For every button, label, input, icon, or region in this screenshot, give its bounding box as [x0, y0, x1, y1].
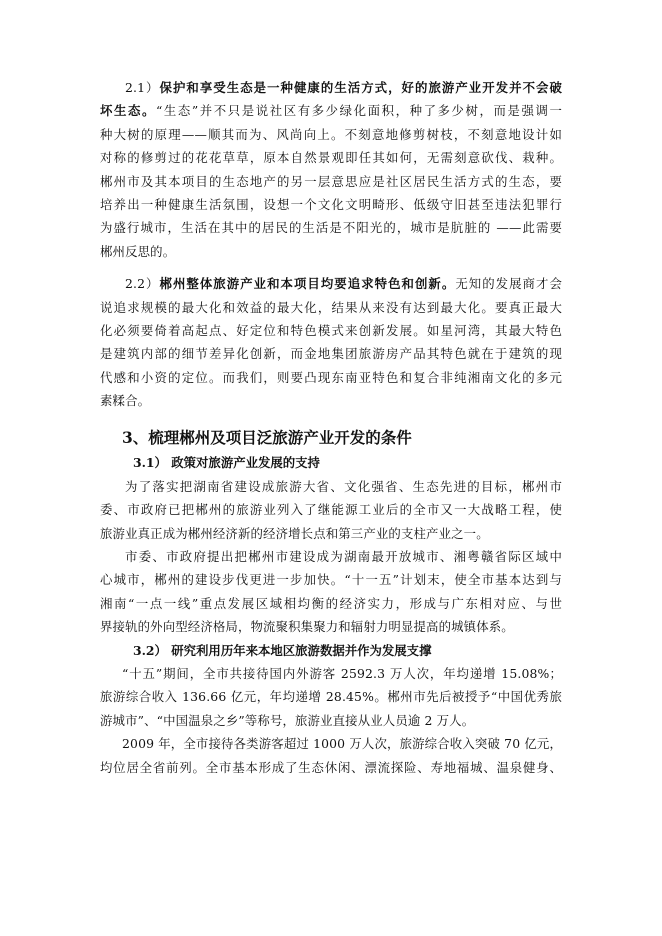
text-line: 是建筑内部的细节差异化创新，而金地集团旅游房产品其特色就在于建筑的现 — [100, 346, 562, 362]
text-line: 种大树的原理——顺其而为、风尚向上。不刻意地修剪树枝，不刻意地设计如 — [100, 126, 562, 142]
subsection-heading: 3.1） 政策对旅游产业发展的支持 — [133, 455, 320, 471]
paragraph-3-2-a — [100, 662, 562, 732]
text-line: “十五”期间，全市共接待国内外游客 2592.3 万人次，年均递增 15.08%； — [122, 665, 562, 681]
paragraph-3-1-a — [100, 475, 562, 545]
text-line: 委、市政府已把郴州的旅游业列入了继能源工业后的全市又一大战略工程，使 — [100, 502, 562, 518]
text-line — [100, 76, 562, 99]
text-line: 2009 年，全市接待各类游客超过 1000 万人次，旅游综合收入突破 70 亿元， — [122, 736, 562, 752]
section-number: 2.1） — [125, 80, 160, 95]
paragraph-2-1 — [100, 76, 562, 263]
text-line: 郴州反思的。 — [100, 243, 176, 259]
text-run: 无知的发展商才会 — [455, 276, 562, 292]
text-line: 培养出一种健康生活氛围，设想一个文化文明畸形、低级守旧甚至违法犯罪行 — [100, 196, 562, 212]
text-line: 均位居全省前列。全市基本形成了生态休闲、漂流探险、寿地福城、温泉健身、 — [100, 759, 562, 775]
text-line: 说追求规模的最大化和效益的最大化，结果从来没有达到最大化。要真正最大 — [100, 299, 562, 315]
text-line: 对称的修剪过的花花草草，原本自然景观即任其如何，无需刻意砍伐、栽种。 — [100, 150, 562, 166]
text-line: 为盛行城市，生活在其中的居民的生活是不阳光的，城市是肮脏的 ——此需要 — [100, 220, 562, 236]
text-run: “生态”并不只是说社区有多少绿化面积，种了多少树，而是强调一 — [155, 103, 562, 119]
text-line: 旅游业真正成为郴州经济新的经济增长点和第三产业的支柱产业之一。 — [100, 525, 489, 541]
section-number: 2.2） — [125, 276, 160, 292]
text-line — [100, 99, 562, 122]
text-line: 湘南“一点一线”重点发展区域相均衡的经济实力，形成与广东相对应、与世 — [100, 595, 562, 611]
text-line: 界接轨的外向型经济格局，物流聚积集聚力和辐射力明显提高的城镇体系。 — [100, 619, 514, 635]
text-line: 素糅合。 — [100, 393, 151, 409]
text-line: 旅游综合收入 136.66 亿元，年均递增 28.45%。郴州市先后被授予“中国优秀旅 — [100, 689, 562, 705]
subsection-heading: 3.2） 研究利用历年来本地区旅游数据并作为发展支撑 — [133, 642, 432, 658]
section-heading: 3、梳理郴州及项目泛旅游产业开发的条件 — [122, 428, 412, 448]
text-line: 郴州市及其本项目的生态地产的另一层意思应是社区居民生活方式的生态，要 — [100, 173, 562, 189]
text-line: 化必须要倚着高起点、好定位和特色模式来创新发展。如星河湾，其最大特色 — [100, 322, 562, 338]
bold-statement: 郴州整体旅游产业和本项目均要追求特色和创新。 — [159, 276, 456, 292]
text-line: 市委、市政府提出把郴州市建设成为湖南最开放城市、湘粤赣省际区域中 — [125, 549, 562, 565]
bold-statement: 保护和享受生态是一种健康的生活方式，好的旅游产业开发并不会破 — [159, 80, 562, 95]
text-line: 代感和小资的定位。而我们，则要凸现东南亚特色和复合非纯湘南文化的多元 — [100, 369, 562, 385]
paragraph-2-2 — [100, 272, 562, 412]
text-line — [100, 272, 562, 295]
paragraph-3-1-b — [100, 545, 562, 639]
text-line: 心城市，郴州的建设步伐更进一步加快。“十一五”计划末，使全市基本达到与 — [100, 572, 562, 588]
text-line: 游城市”、“中国温泉之乡”等称号，旅游业直接从业人员逾 2 万人。 — [100, 712, 475, 728]
document-page — [100, 76, 562, 779]
paragraph-3-2-b — [100, 732, 562, 779]
bold-statement-cont: 坏生态。 — [100, 103, 156, 119]
text-line: 为了落实把湖南省建设成旅游大省、文化强省、生态先进的目标，郴州市 — [125, 478, 562, 494]
